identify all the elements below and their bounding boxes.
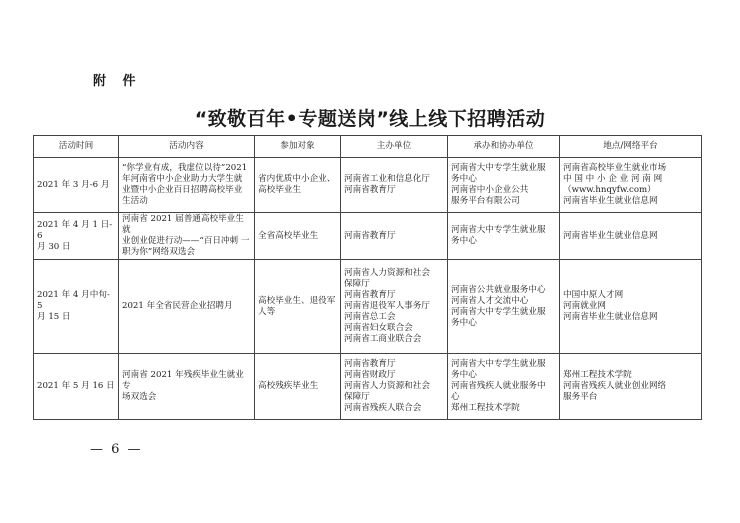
cell-audience <box>255 354 341 420</box>
cell-line: 河南省教育厅 <box>344 185 396 195</box>
cell-line: 河南省残疾人就业服务中 <box>451 381 546 391</box>
cell-line: 省内优质中小企业、 <box>258 174 336 184</box>
cell-organizer <box>448 354 560 420</box>
cell-line: 河南省大中专学生就业服 <box>451 306 546 317</box>
cell-line: “你学业有成，我虚位以待”2021 <box>122 163 248 173</box>
cell-line: 2021 年 3 月-6 月 <box>37 179 110 190</box>
table-row <box>34 354 702 420</box>
cell-content <box>119 213 255 260</box>
cell-line: 高校毕业生、退役军 <box>258 295 336 306</box>
cell-audience <box>255 158 341 213</box>
cell-line: 2021 年全省民营企业招聘月 <box>122 301 233 311</box>
cell-line: 河南省中小企业公共 <box>451 185 529 195</box>
cell-line: 河南省工业和信息化厅 <box>344 174 430 184</box>
cell-organizer <box>448 260 560 354</box>
cell-line: 年河南省中小企业助力大学生就 <box>122 174 243 184</box>
cell-line: 全省高校毕业生 <box>258 230 319 241</box>
cell-line: 高校毕业生 <box>258 185 301 195</box>
cell-time <box>34 158 119 213</box>
cell-line: 2021 年 4 月 1 日-6 <box>37 219 113 241</box>
cell-line: 场双选会 <box>122 392 157 402</box>
cell-line: 河南省教育厅 <box>344 290 396 300</box>
cell-line: 河南就业网 <box>563 301 606 311</box>
cell-line: 河南省残疾人就业创业网络 <box>563 381 667 391</box>
cell-line: 服务平台 <box>563 392 598 402</box>
cell-line: 河南省 2021 届普通高校毕业生就 <box>122 214 244 235</box>
cell-line: 业创业促进行动——“百日冲刺 一 <box>122 236 250 246</box>
cell-host <box>341 158 448 213</box>
header-time: 活动时间 <box>34 136 119 158</box>
cell-line: 河南省退役军人事务厅 <box>344 301 430 311</box>
cell-venue <box>560 260 702 354</box>
cell-line: 务中心 <box>451 236 477 246</box>
cell-line: 河南省公共就业服务中心 <box>451 284 546 295</box>
table-row <box>34 213 702 260</box>
cell-line: 保障厅 <box>344 392 370 402</box>
table-row <box>34 158 702 213</box>
events-table <box>33 135 702 420</box>
header-venue: 地点/网络平台 <box>560 136 702 158</box>
cell-audience <box>255 260 341 354</box>
cell-venue <box>560 213 702 260</box>
cell-line: 心 <box>451 392 460 402</box>
cell-line: 河南省妇女联合会 <box>344 323 413 333</box>
header-host: 主办单位 <box>341 136 448 158</box>
cell-line: 2021 年 4 月中旬-5 <box>37 290 110 311</box>
cell-line: （www.hnqyfw.com） <box>563 185 656 195</box>
cell-line: 高校残疾毕业生 <box>258 381 319 391</box>
cell-line: 河南省毕业生就业信息网 <box>563 312 658 322</box>
cell-line: 业暨中小企业百日招聘高校毕业 <box>122 185 243 195</box>
cell-line: 河南省大中专学生就业服 <box>451 225 546 235</box>
cell-line: 河南省毕业生就业信息网 <box>563 230 658 241</box>
cell-line: 河南省高校毕业生就业市场 <box>563 163 667 173</box>
header-audience: 参加对象 <box>255 136 341 158</box>
cell-line: 月 15 日 <box>37 312 71 322</box>
cell-line: 河南省财政厅 <box>344 370 396 380</box>
cell-line: 务中心 <box>451 317 477 328</box>
cell-line: 服务平台有限公司 <box>451 196 520 206</box>
cell-organizer <box>448 213 560 260</box>
table-header-row <box>34 136 702 158</box>
cell-time <box>34 213 119 260</box>
cell-line: 河南省大中专学生就业服 <box>451 163 546 173</box>
cell-host <box>341 213 448 260</box>
cell-line: 保障厅 <box>344 279 370 289</box>
header-content: 活动内容 <box>119 136 255 158</box>
cell-line: 郑州工程技术学院 <box>563 370 632 380</box>
cell-content <box>119 158 255 213</box>
cell-venue <box>560 158 702 213</box>
cell-line: 河南省残疾人联合会 <box>344 403 422 413</box>
header-organizer: 承办和协办单位 <box>448 136 560 158</box>
cell-venue <box>560 354 702 420</box>
cell-time <box>34 354 119 420</box>
cell-line: 河南省人力资源和社会 <box>344 268 430 278</box>
cell-content <box>119 354 255 420</box>
cell-line: 河南省 2021 年残疾毕业生就业专 <box>122 370 244 391</box>
page-number: — 6 — <box>90 442 143 457</box>
cell-line: 河南省人才交流中心 <box>451 295 529 306</box>
cell-organizer <box>448 158 560 213</box>
cell-line: 河南省人力资源和社会 <box>344 381 430 391</box>
cell-line: 河南省毕业生就业信息网 <box>563 196 658 206</box>
cell-line: 务中心 <box>451 174 477 184</box>
cell-line: 郑州工程技术学院 <box>451 403 520 413</box>
cell-line: 职为你”网络双选会 <box>122 247 196 257</box>
cell-line: 河南省教育厅 <box>344 359 396 369</box>
cell-line: 月 30 日 <box>37 241 71 252</box>
cell-host <box>341 354 448 420</box>
cell-content <box>119 260 255 354</box>
cell-line: 河南省大中专学生就业服 <box>451 359 546 369</box>
cell-line: 中 国 中 小 企 业 河 南 网 <box>563 174 663 184</box>
cell-line: 2021 年 5 月 16 日 <box>37 381 115 391</box>
document-title: “致敬百年•专题送岗”线上线下招聘活动 <box>194 108 546 130</box>
table-row <box>34 260 702 354</box>
cell-line: 河南省总工会 <box>344 312 396 322</box>
cell-line: 人等 <box>258 306 276 317</box>
attachment-label: 附 件 <box>93 74 142 89</box>
cell-line: 务中心 <box>451 370 477 380</box>
cell-time <box>34 260 119 354</box>
cell-line: 河南省教育厅 <box>344 230 396 241</box>
cell-host <box>341 260 448 354</box>
cell-line: 河南省工商业联合会 <box>344 334 422 344</box>
cell-audience <box>255 213 341 260</box>
cell-line: 中国中原人才网 <box>563 290 624 300</box>
cell-line: 生活动 <box>122 196 148 206</box>
